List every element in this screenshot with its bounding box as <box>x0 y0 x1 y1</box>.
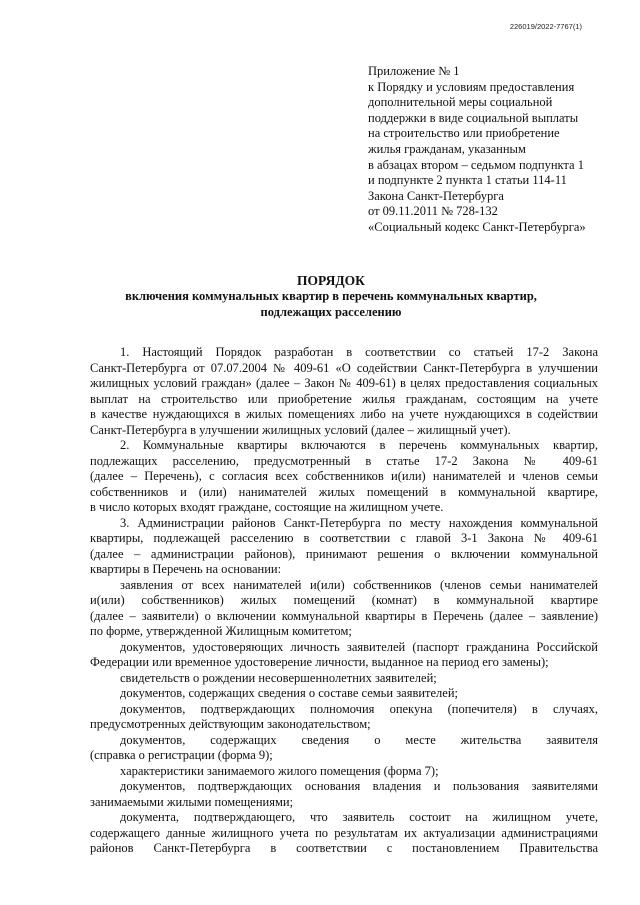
body-line: (справка о регистрации (форма 9); <box>90 748 273 762</box>
body-line: районов Санкт-Петербурга в соответствии с постановлением Правительства <box>90 841 598 855</box>
body-line: документов, подтверждающих основания владения и пользования заявителями <box>120 779 598 793</box>
document-subtitle-line: подлежащих расселению <box>260 304 402 319</box>
body-line: выплат на строительство или приобретение жилья гражданам, состоящим на учете <box>90 391 598 406</box>
body-line: документов, содержащих сведения о месте жительства заявителя <box>120 732 598 747</box>
body-line: занимаемыми жилыми помещениями; <box>90 794 294 809</box>
body-line: документов, подтверждающих полномочия опекуна (попечителя) в случаях, <box>120 701 598 716</box>
document-title-block <box>96 272 566 320</box>
body-line: свидетельств о рождении несовершеннолетних заявителей; <box>120 670 437 685</box>
body-line: документов, содержащих сведения о составе семьи заявителей; <box>120 686 458 700</box>
appendix-line: от 09.11.2011 № 728-132 <box>368 204 498 219</box>
body-line: 3. Администрации районов Санкт-Петербурга по месту нахождения коммунальной <box>120 515 598 530</box>
body-line: заявления от всех нанимателей и(или) собственников (членов семьи нанимателей <box>120 577 598 592</box>
body-line: Федерации или временное удостоверение личности, выданное на период его замены); <box>90 655 549 669</box>
body-line: Санкт-Петербурга от 07.07.2004 № 409-61 «О содействии Санкт-Петербурга в улучшении <box>90 360 598 375</box>
body-line: квартиры в Перечень на основании: <box>90 562 282 576</box>
body-line: (далее – администрации районов), принимают решения о включении коммунальной <box>90 546 598 561</box>
appendix-line: жилья гражданам, указанным <box>368 141 526 156</box>
body-line: по форме, утвержденной Жилищным комитетом; <box>90 624 352 638</box>
document-registration-number: 226019/2022-7767(1) <box>509 22 582 31</box>
body-line: собственников и (или) нанимателей жилых помещений в коммунальной квартире, <box>90 484 598 499</box>
body-line: 1. Настоящий Порядок разработан в соответствии со статьей 17-2 Закона <box>120 345 598 359</box>
appendix-line: Приложение № 1 <box>368 64 460 78</box>
document-subtitle-line: включения коммунальных квартир в перечень коммунальных квартир, <box>125 289 537 303</box>
appendix-line: дополнительной меры социальной <box>368 95 553 110</box>
body-line: документа, подтверждающего, что заявитель состоит на жилищном учете, <box>120 810 598 824</box>
body-line: содержащего данные жилищного учета по результатам их актуализации администрациями <box>90 825 598 840</box>
body-line: и(или) собственников) жилых помещений (комнат) в коммунальной квартире <box>90 593 598 607</box>
body-line: в число которых входят граждане, состоящие на жилищном учете. <box>90 500 444 514</box>
appendix-line: Закона Санкт-Петербурга <box>368 188 504 203</box>
body-line: в качестве нуждающихся в жилых помещениях либо на учете нуждающихся в содействии <box>90 407 598 421</box>
appendix-header <box>368 64 608 236</box>
body-line: квартиры, подлежащей расселению в соответствии с главой 3-1 Закона № 409-61 <box>90 531 598 545</box>
appendix-line: и подпункте 2 пункта 1 статьи 114-11 <box>368 173 567 188</box>
body-line: документов, удостоверяющих личность заявителей (паспорт гражданина Российской <box>120 639 598 654</box>
body-line: (далее – Перечень), с согласия всех собственников и(или) нанимателей и членов семьи <box>90 469 598 483</box>
body-line: Санкт-Петербурга в улучшении жилищных условий (далее – жилищный учет). <box>90 422 511 437</box>
appendix-line: на строительство или приобретение <box>368 126 560 141</box>
body-line: (далее – заявители) о включении коммунальной квартиры в Перечень (далее – заявление) <box>90 608 598 623</box>
appendix-line: к Порядку и условиям предоставления <box>368 79 575 94</box>
body-line: характеристики занимаемого жилого помещения (форма 7); <box>120 763 439 778</box>
document-title: ПОРЯДОК <box>297 273 365 288</box>
body-line: предусмотренных действующим законодательством; <box>90 717 371 731</box>
appendix-line: «Социальный кодекс Санкт-Петербурга» <box>368 219 586 234</box>
document-body <box>90 345 598 857</box>
appendix-line: поддержки в виде социальной выплаты <box>368 110 579 125</box>
body-line: 2. Коммунальные квартиры включаются в перечень коммунальных квартир, <box>120 438 598 452</box>
appendix-line: в абзацах втором – седьмом подпункта 1 <box>368 157 584 172</box>
body-line: подлежащих расселению, предусмотренный в статье 17-2 Закона № 409-61 <box>90 453 598 468</box>
body-line: жилищных условий граждан» (далее – Закон № 409-61) в целях предоставления социальных <box>90 376 598 390</box>
